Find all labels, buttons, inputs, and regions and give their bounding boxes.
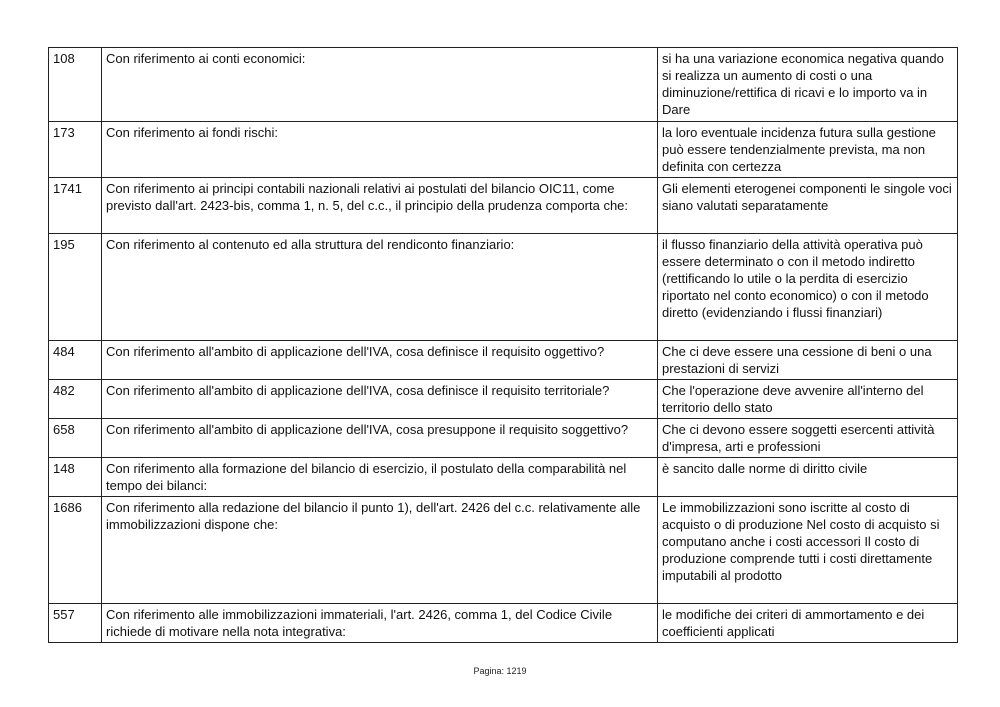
question-text: Con riferimento alla redazione del bilancio il punto 1), dell'art. 2426 del c.c. relativamente alle immobilizzazioni dispone che: — [102, 497, 658, 604]
question-text: Con riferimento all'ambito di applicazione dell'IVA, cosa definisce il requisito territoriale? — [102, 380, 658, 419]
question-id: 1686 — [49, 497, 102, 604]
question-id: 148 — [49, 458, 102, 497]
answer-text: la loro eventuale incidenza futura sulla gestione può essere tendenzialmente prevista, ma non definita con certezza — [658, 122, 958, 178]
question-text: Con riferimento alle immobilizzazioni immateriali, l'art. 2426, comma 1, del Codice Civile richiede di motivare nella nota integrativa: — [102, 604, 658, 643]
table-row — [49, 380, 958, 419]
question-text: Con riferimento al contenuto ed alla struttura del rendiconto finanziario: — [102, 234, 658, 341]
table-row — [49, 178, 958, 234]
page-number: Pagina: 1219 — [473, 666, 527, 676]
question-id: 658 — [49, 419, 102, 458]
question-id: 1741 — [49, 178, 102, 234]
table-row — [49, 458, 958, 497]
answer-text: Le immobilizzazioni sono iscritte al costo di acquisto o di produzione Nel costo di acquisto si computano anche i costi accessori Il costo di produzione comprende tutti i costi direttamente imputabili al prodotto — [658, 497, 958, 604]
question-text: Con riferimento ai fondi rischi: — [102, 122, 658, 178]
question-text: Con riferimento all'ambito di applicazione dell'IVA, cosa definisce il requisito oggettivo? — [102, 341, 658, 380]
answer-text: si ha una variazione economica negativa quando si realizza un aumento di costi o una diminuzione/rettifica di ricavi e lo importo va in Dare — [658, 48, 958, 122]
answer-text: Che ci deve essere una cessione di beni o una prestazioni di servizi — [658, 341, 958, 380]
question-id: 484 — [49, 341, 102, 380]
table-row — [49, 497, 958, 604]
question-text: Con riferimento ai principi contabili nazionali relativi ai postulati del bilancio OIC11, come previsto dall'art. 2423-bis, comma 1, n. 5, del c.c., il principio della prudenza comporta che: — [102, 178, 658, 234]
question-id: 173 — [49, 122, 102, 178]
question-id: 482 — [49, 380, 102, 419]
answer-text: Che l'operazione deve avvenire all'interno del territorio dello stato — [658, 380, 958, 419]
table-row — [49, 48, 958, 122]
answer-text: le modifiche dei criteri di ammortamento e dei coefficienti applicati — [658, 604, 958, 643]
question-id: 195 — [49, 234, 102, 341]
quiz-table — [48, 47, 958, 643]
table-row — [49, 122, 958, 178]
answer-text: il flusso finanziario della attività operativa può essere determinato o con il metodo indiretto (rettificando lo utile o la perdita di esercizio riportato nel conto economico) o con il metodo diretto (evidenziando i flussi finanziari) — [658, 234, 958, 341]
table-row — [49, 341, 958, 380]
table-row — [49, 419, 958, 458]
answer-text: Che ci devono essere soggetti esercenti attività d'impresa, arti e professioni — [658, 419, 958, 458]
question-id: 108 — [49, 48, 102, 122]
answer-text: Gli elementi eterogenei componenti le singole voci siano valutati separatamente — [658, 178, 958, 234]
answer-text: è sancito dalle norme di diritto civile — [658, 458, 958, 497]
table-row — [49, 604, 958, 643]
question-text: Con riferimento ai conti economici: — [102, 48, 658, 122]
question-text: Con riferimento alla formazione del bilancio di esercizio, il postulato della comparabilità nel tempo dei bilanci: — [102, 458, 658, 497]
table-row — [49, 234, 958, 341]
quiz-table-container — [48, 47, 957, 643]
question-id: 557 — [49, 604, 102, 643]
question-text: Con riferimento all'ambito di applicazione dell'IVA, cosa presuppone il requisito soggettivo? — [102, 419, 658, 458]
